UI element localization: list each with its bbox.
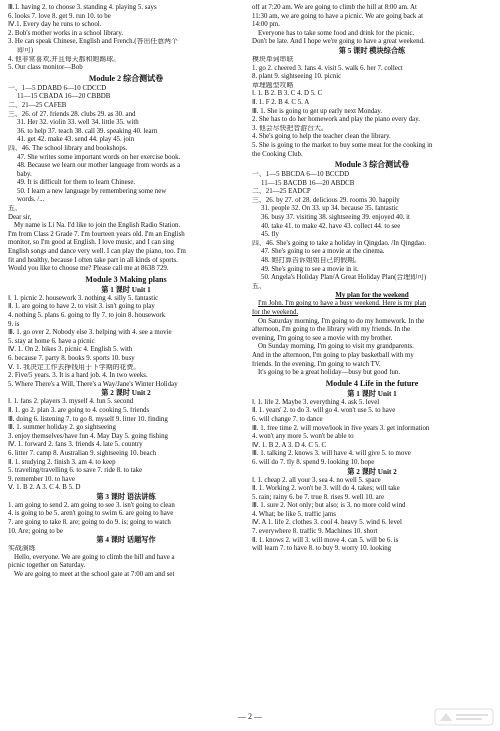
answer-line: Hello, everyone. We are going to climb the hill and have a bbox=[14, 553, 175, 561]
answer-line: 7. everywhere 8. traffic 9. Machines 10. short bbox=[252, 528, 378, 536]
answer-line: 四、46. The school library and bookshops. bbox=[8, 144, 128, 152]
lesson-heading: 第 4 课时 话题写作 bbox=[96, 536, 156, 545]
answer-line: 1. go 2. cheered 3. fans 4. visit 5. walk 6. her 7. collect bbox=[252, 64, 403, 72]
answer-line: Ⅰ. 1. fans 2. players 3. myself 4. fun 5. second bbox=[8, 398, 134, 406]
answer-line: 一、1—5 DDABD 6—10 CDCCD bbox=[8, 84, 107, 92]
answer-line: words. /... bbox=[17, 196, 45, 204]
answer-line: 二、21—25 EADCP bbox=[252, 188, 311, 196]
essay-title: My plan for the weekend bbox=[335, 292, 409, 300]
lesson-heading: 第 5 课时 模块综合练 bbox=[338, 46, 406, 55]
answer-line: off at 7:20 am. We are going to climb the hill at 8:00 am. At bbox=[252, 4, 417, 11]
answer-line: 49. She's going to see a movie in it. bbox=[261, 265, 359, 273]
answer-line: English songs and dance very well. I can play the piano, too. I'm bbox=[8, 248, 186, 256]
answer-line: Don't be late. And I hope we're going to have a great weekend. bbox=[252, 38, 425, 46]
answer-line: 3. 他会尽快把音游台大。 bbox=[252, 124, 328, 132]
answer-line: 36. to help 37. teach 38. call 39. speaking 40. learn bbox=[17, 127, 158, 135]
answer-line: Ⅱ. 1. F 2. B 4. C 5. A bbox=[252, 98, 310, 106]
answer-line: And in the afternoon, I'm going to play basketball with my bbox=[252, 351, 414, 359]
answer-line: 31. people 32. On 33. up 34. because 35. fantastic bbox=[261, 205, 399, 213]
answer-line: Ⅲ. 1. sure 2. Not only; but also; is 3. no more cold wind bbox=[252, 502, 406, 510]
answer-line: 4. nothing 5. plans 6. going to fly 7. to join 8. housework bbox=[8, 312, 166, 319]
left-column bbox=[8, 4, 244, 580]
answer-line: Would you like to choose me? Please call me at 8638 729. bbox=[8, 265, 169, 273]
answer-line: Ⅰ. 1. life 2. Maybe 3. everything 4. ask 5. level bbox=[252, 398, 380, 406]
answer-line: 五、 bbox=[252, 282, 266, 290]
answer-line: 2. She has to do her homework and play the piano every day. bbox=[252, 116, 420, 124]
answer-line: 四、46. She's going to take a holiday in Qingdao. /In Qingdao. bbox=[252, 239, 427, 247]
answer-line: 5. rain; rainy 6. be 7. true 8. rises 9. well 10. are bbox=[252, 493, 385, 501]
answer-line: picnic together on Saturday. bbox=[8, 562, 86, 570]
answer-line: 1. am going to send 2. am going to see 3. isn't going to clean bbox=[8, 501, 175, 509]
lesson-heading: 第 1 课时 Unit 1 bbox=[101, 285, 151, 294]
answer-line: I'm John. I'm going to have a busy weekend. Here is my plan bbox=[258, 300, 427, 308]
answer-line: 4. She's going to help the teacher clean the library. bbox=[252, 133, 391, 141]
answer-line: 4. What; be like 5. traffic jams bbox=[252, 510, 336, 518]
answer-line: 11—15 CBADA 16—20 CBBDB bbox=[17, 93, 111, 101]
lesson-heading: 第 1 课时 Unit 1 bbox=[347, 389, 397, 398]
answer-line: Ⅳ.1. Every day he runs to school. bbox=[8, 21, 102, 29]
answer-line: 二、21—25 CAFEB bbox=[8, 101, 67, 109]
answer-line: I'm from Class 2 Grade 7. I'm fourteen years old. I'm an English bbox=[8, 230, 185, 238]
answer-line: 9. remember 10. to have bbox=[8, 475, 75, 483]
answer-line: 三、26. of 27. friends 28. clubs 29. as 30. and bbox=[8, 110, 136, 118]
answer-line: Ⅳ. 1. forward 2. fans 3. friends 4. late 5. country bbox=[8, 441, 143, 449]
answer-line: 11:30 am, we are going to have a picnic. We are going back at bbox=[252, 12, 424, 20]
answer-line: Ⅲ. 1. free time 2. will move/look in five years 3. get information bbox=[252, 424, 430, 432]
answer-line: 7. are going to take 8. are; going to do 9. is; going to watch bbox=[8, 519, 171, 527]
lesson-heading: 第 2 课时 Unit 2 bbox=[347, 467, 397, 476]
answer-line: 即可) bbox=[17, 46, 34, 54]
answer-line: 4. is going to be 5. aren't going to swim 6. are going to have bbox=[8, 510, 174, 518]
answer-line: 一、1—5 BBCDA 6—10 BCCDD bbox=[252, 171, 350, 179]
answer-line: Ⅳ. A 1. life 2. clothes 3. cool 4. heavy 5. wind 6. level bbox=[252, 519, 402, 527]
answer-line: Ⅲ. 1. go over 2. Nobody else 3. helping with 4. see a movie bbox=[8, 329, 172, 337]
answer-line: 3. He can speak Chinese, English and French.(答出任意两个 bbox=[8, 38, 178, 46]
answer-line: 50. Angela's Holiday Plan/A Great Holiday Plan(合理即可) bbox=[261, 274, 427, 282]
answer-line: 31. Her 32. violin 33. well 34. little 35. with bbox=[17, 119, 139, 127]
answer-line: 10. Are; going to be bbox=[8, 527, 63, 535]
answer-line: 11—15 BACDB 16—20 ABDCB bbox=[261, 179, 355, 187]
watermark-logo bbox=[434, 707, 494, 727]
answer-line: Ⅱ. 1. Working 2. won't be 3. will do 4. takes; will take bbox=[252, 485, 400, 493]
answer-line: monitor, so I'm good at English. I love music, and I can sing bbox=[8, 239, 175, 247]
answer-line: We are going to meet at the school gate at 7:00 am and set bbox=[14, 571, 175, 579]
answer-line: Everyone has to take some food and drink for the picnic. bbox=[258, 29, 415, 37]
answer-line: 48. Because we learn our mother language from words as a bbox=[17, 162, 181, 170]
answer-line: 6. looks 7. love 8. get 9. run 10. to be bbox=[8, 12, 111, 20]
answer-line: friends. In the evening, I'm going to watch TV. bbox=[252, 360, 381, 368]
answer-line: It's going to be a great holiday—busy but good fun. bbox=[258, 369, 401, 377]
answer-line: 48. 她打算告诉姐姐自己的假期。 bbox=[261, 257, 361, 265]
answer-line: Ⅰ. 1. cheap 2. all your 3. sea 4. no well 5. space bbox=[252, 476, 381, 484]
answer-line: 47. She writes some important words on her exercise book. bbox=[17, 153, 181, 161]
answer-line: Ⅳ. 1. B 2. A 3. D 4. C 5. C bbox=[252, 441, 327, 449]
answer-line: 4. 他非常喜欢,并且每天都和她踢球。 bbox=[8, 55, 120, 63]
answer-line: 6. litter 7. camp 8. Australian 9. sightseeing 10. beach bbox=[8, 449, 157, 457]
answer-line: 9. is bbox=[8, 320, 20, 328]
answer-line: afternoon, I'm going to the library with my friends. In the bbox=[252, 326, 411, 334]
section-heading: Module 3 综合测试卷 bbox=[334, 160, 410, 170]
answer-line: 40. take 41. to make 42. have 43. collect 44. to see bbox=[261, 222, 401, 230]
answer-line: 5. stay at home 6. have a picnic bbox=[8, 337, 95, 345]
answer-line: Dear sir, bbox=[8, 213, 32, 221]
answer-line: 章理题型攻略 bbox=[252, 81, 294, 89]
answer-line: will learn 7. to have 8. to buy 9. worry 10. looking bbox=[252, 545, 392, 553]
answer-line: Ⅱ. 1. knows 2. will 3. will move 4. can 5. will be 6. is bbox=[252, 536, 399, 544]
answer-line: On Saturday morning, I'm going to do my homework. In the bbox=[258, 317, 425, 325]
answer-line: 4. won't any more 5. won't be able to bbox=[252, 433, 354, 441]
answer-line: Ⅲ.1. having 2. to choose 3. standing 4. playing 5. says bbox=[8, 4, 157, 11]
answer-line: Ⅰ. 1. B 2. B 3. C 4. D 5. C bbox=[252, 90, 323, 98]
answer-line: 14:00 pm. bbox=[252, 21, 280, 29]
answer-line: 5. traveling/travelling 6. to save 7. ride 8. to take bbox=[8, 467, 143, 475]
answer-line: On Sunday morning, I'm going to visit my grandparents. bbox=[258, 343, 414, 351]
answer-line: Ⅰ. 1. picnic 2. housework 3. nothing 4. silly 5. fantastic bbox=[8, 294, 159, 302]
answer-line: 5. She is going to the market to buy some meat for the cooking in bbox=[252, 141, 433, 149]
answer-line: Ⅲ. 1. talking 2. knows 3. will have 4. will give 5. to move bbox=[252, 450, 411, 458]
answer-line: 36. busy 37. visiting 38. sightseeing 39. enjoyed 40. it bbox=[261, 214, 410, 222]
answer-line: Ⅲ. 1. She is going to get up early next Monday. bbox=[252, 107, 383, 115]
answer-line: Ⅱ. 1. studying 2. finish 3. am 4. to keep bbox=[8, 458, 116, 466]
answer-line: baby. bbox=[17, 170, 32, 178]
answer-line: Ⅴ. 1. 我决定工作去挣钱用于下学期的花费。 bbox=[8, 363, 141, 371]
answer-line: 实战演练 bbox=[8, 545, 36, 553]
answer-line: Ⅱ. 1. years' 2. to do 3. will go 4. won't use 5. to have bbox=[252, 407, 396, 415]
answer-line: 41. get 42. make 43. send 44. play 45. join bbox=[17, 136, 135, 144]
answer-line: 45. fly bbox=[261, 231, 279, 239]
answer-line: evening, I'm going to see a movie with my brother. bbox=[252, 334, 393, 342]
answer-line: 2. Bob's mother works in a school library. bbox=[8, 29, 124, 37]
lesson-heading: 第 2 课时 Unit 2 bbox=[101, 389, 151, 398]
lesson-heading: 第 3 课时 语法讲练 bbox=[96, 492, 156, 501]
answer-line: 模块单词串联 bbox=[252, 55, 294, 63]
answer-line: 三、26. by 27. of 28. delicious 29. rooms 30. happily bbox=[252, 196, 400, 204]
answer-line: 6. will change 7. to dance bbox=[252, 415, 323, 423]
right-column bbox=[252, 4, 492, 554]
answer-line: 8. plant 9. sightseeing 10. picnic bbox=[252, 73, 342, 81]
section-heading: Module 2 综合测试卷 bbox=[88, 73, 164, 83]
answer-line: 6. because 7. party 8. books 9. sports 10. busy bbox=[8, 354, 135, 362]
answer-line: fit and healthy, because I often take part in all kinds of sports. bbox=[8, 256, 178, 264]
answer-line: 50. I learn a new language by remembering some new bbox=[17, 187, 167, 195]
answer-line: Ⅱ. 1. are going to have 2. to visit 3. isn't going to play bbox=[8, 303, 155, 311]
answer-line: 2. Five/5 years. 3. It is a hard job. 4. In two weeks. bbox=[8, 372, 148, 380]
answer-line: My name is Li Na. I'd like to join the English Radio Station. bbox=[14, 222, 181, 230]
answer-line: Ⅲ. 1. summer holiday 2. go sightseeing bbox=[8, 424, 116, 432]
section-heading: Module 3 Making plans bbox=[85, 274, 167, 284]
section-heading: Module 4 Life in the future bbox=[325, 378, 419, 388]
answer-line: 5. Where There's a Will, There's a Way/Jane's Winter Holiday bbox=[8, 380, 178, 388]
answer-line: the Cooking Club. bbox=[252, 150, 303, 158]
answer-line: Ⅳ. 1. On 2. bikes 3. picnic 4. English 5. with bbox=[8, 346, 133, 354]
answer-line: for the weekend. bbox=[252, 309, 299, 316]
answer-line: Ⅱ. 1. go 2. plan 3. are going to 4. cooking 5. friends bbox=[8, 406, 150, 414]
answer-line: 3. enjoy themselves/have fun 4. May Day 5. going fishing bbox=[8, 432, 168, 440]
answer-line: 47. She's going to see a movie at the cinema. bbox=[261, 248, 385, 256]
answer-line: Ⅴ. 1. B 2. A 3. C 4. B 5. D bbox=[8, 484, 81, 492]
page-number: — 2 — bbox=[238, 712, 262, 721]
answer-line: 五、 bbox=[8, 205, 22, 213]
answer-line: Ⅲ. doing 6. listening 7. to go 8. myself 9. litter 10. finding bbox=[8, 415, 168, 423]
answer-line: 5. Our class monitor—Bob bbox=[8, 64, 83, 72]
answer-line: 49. It is difficult for them to learn Chinese. bbox=[17, 179, 136, 187]
answer-line: 6. will do 7. fly 8. spend 9. looking 10. hope bbox=[252, 458, 375, 466]
